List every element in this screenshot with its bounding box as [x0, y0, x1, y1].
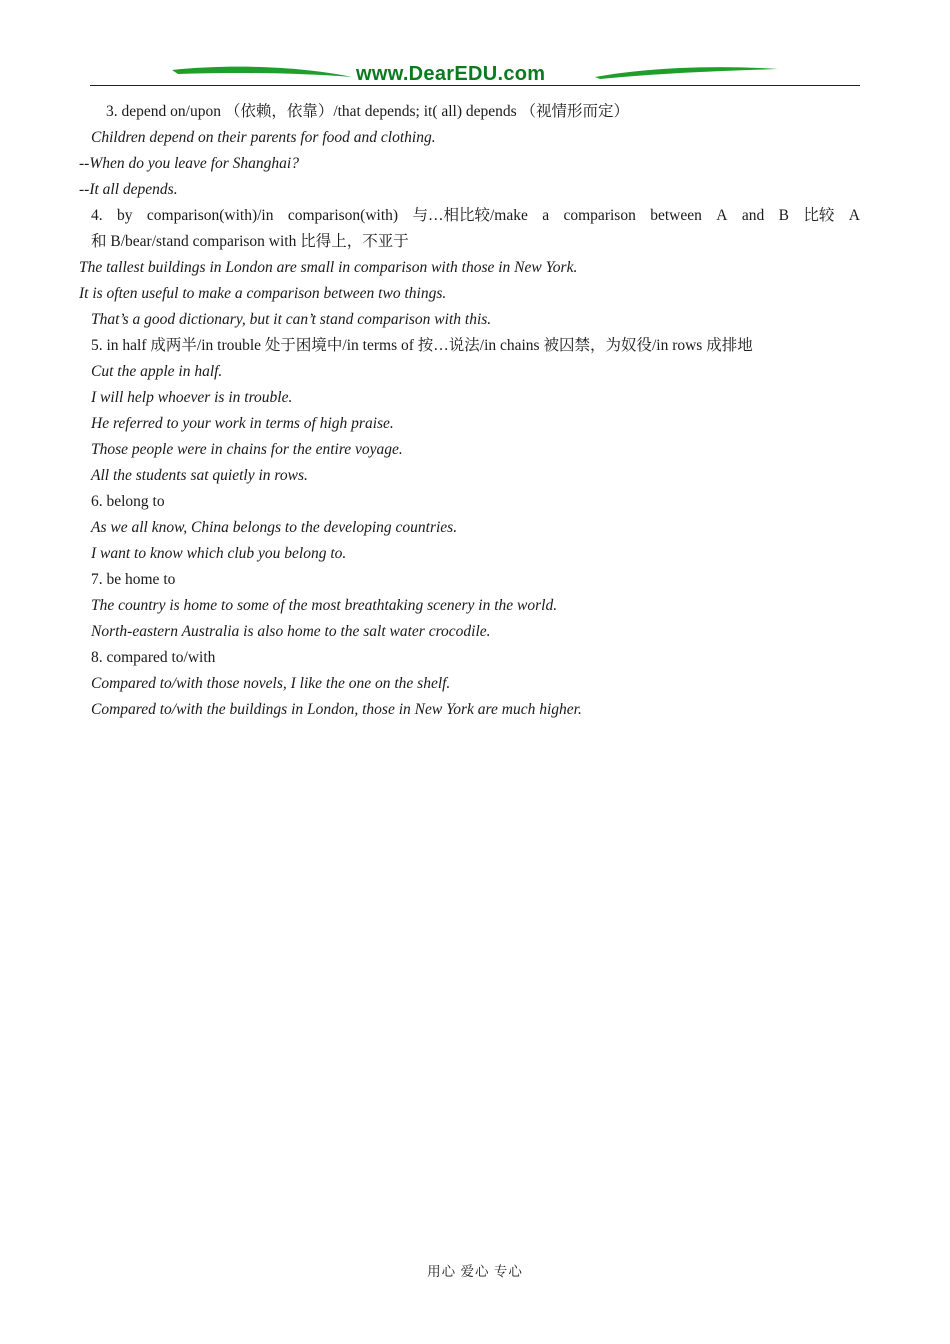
example-sentence: The country is home to some of the most breathtaking scenery in the world.	[91, 597, 558, 614]
example-sentence: Compared to/with the buildings in London, those in New York are much higher.	[91, 701, 582, 718]
item-4-heading-part: a	[542, 207, 550, 224]
item-4-heading-part: comparison(with)	[287, 207, 399, 224]
item-4-heading-part: A	[716, 207, 728, 224]
item-8-heading: 8. compared to/with	[91, 649, 216, 666]
example-sentence: As we all know, China belongs to the developing countries.	[91, 519, 458, 536]
right-swoosh-icon	[595, 67, 778, 79]
item-4-heading-part: B	[778, 207, 789, 224]
example-sentence: Compared to/with those novels, I like the one on the shelf.	[91, 675, 451, 692]
item-6-heading: 6. belong to	[91, 493, 165, 510]
item-4-heading	[91, 206, 860, 226]
example-sentence: I want to know which club you belong to.	[91, 545, 347, 562]
item-5-heading: 5. in half 成两半/in trouble 处于困境中/in terms of 按…说法/in chains 被囚禁，为奴役/in rows 成排地	[91, 337, 753, 354]
example-sentence: All the students sat quietly in rows.	[91, 467, 308, 484]
dialogue-line: --When do you leave for Shanghai?	[79, 155, 299, 172]
item-7-heading: 7. be home to	[91, 571, 176, 588]
example-sentence: Cut the apple in half.	[91, 363, 223, 380]
item-4-heading-part: comparison	[563, 207, 636, 224]
item-3-heading: 3. depend on/upon （依赖，依靠）/that depends; it( all) depends （视情形而定）	[106, 103, 630, 120]
left-swoosh-icon	[172, 67, 352, 77]
example-sentence: I will help whoever is in trouble.	[91, 389, 293, 406]
page-footer: 用心 爱心 专心	[427, 1264, 523, 1279]
page-header	[0, 60, 950, 90]
example-sentence: Those people were in chains for the entire voyage.	[91, 441, 403, 458]
item-4-heading-part: 4.	[91, 207, 103, 224]
item-4-heading-part: by	[117, 207, 133, 224]
dialogue-line: --It all depends.	[79, 181, 178, 198]
site-logo[interactable]: www.DearEDU.com	[356, 63, 546, 85]
item-4-heading-cont: 和 B/bear/stand comparison with 比得上，不亚于	[91, 233, 409, 250]
item-4-heading-part: comparison(with)/in	[146, 207, 274, 224]
item-4-heading-part: 与…相比较/make	[412, 207, 528, 224]
example-sentence: That’s a good dictionary, but it can’t stand comparison with this.	[91, 311, 492, 328]
example-sentence: Children depend on their parents for food and clothing.	[91, 129, 436, 146]
item-4-heading-part: and	[741, 207, 765, 224]
example-sentence: It is often useful to make a comparison between two things.	[79, 285, 447, 302]
example-sentence: The tallest buildings in London are small in comparison with those in New York.	[79, 259, 578, 276]
example-sentence: He referred to your work in terms of high praise.	[91, 415, 394, 432]
example-sentence: North-eastern Australia is also home to the salt water crocodile.	[91, 623, 491, 640]
item-4-heading-part: A	[848, 207, 860, 224]
header-divider	[90, 85, 860, 86]
item-4-heading-part: between	[650, 207, 702, 224]
item-4-heading-part: 比较	[803, 207, 835, 224]
